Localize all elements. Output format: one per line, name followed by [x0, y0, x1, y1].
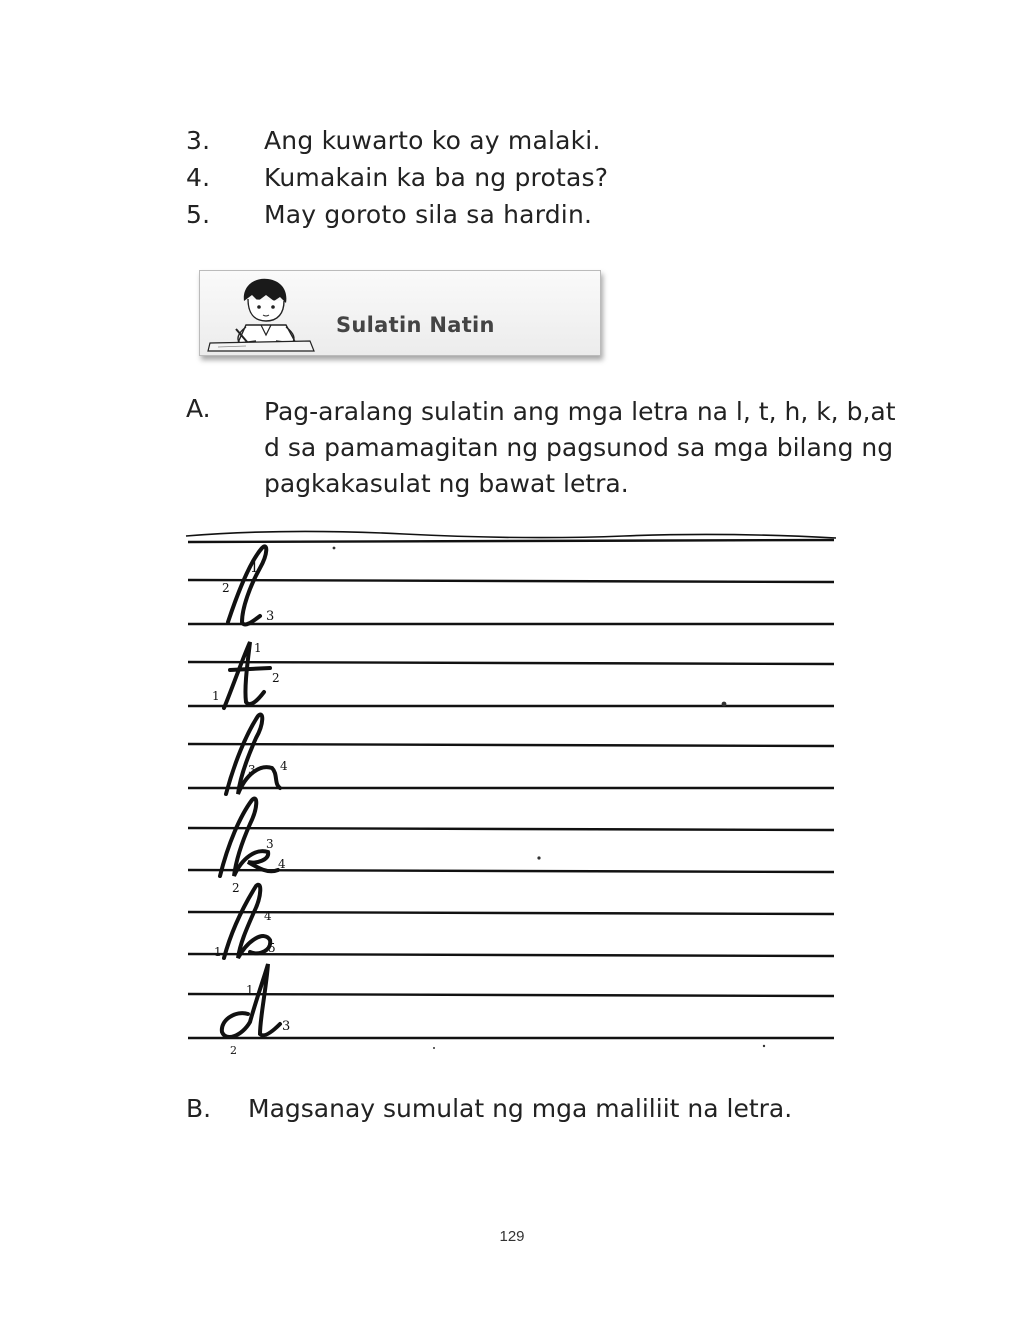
svg-text:2: 2 [272, 671, 280, 685]
list-text: May goroto sila sa hardin. [264, 200, 593, 229]
svg-text:1: 1 [254, 641, 262, 655]
svg-text:4: 4 [264, 909, 272, 923]
svg-text:2: 2 [230, 1044, 237, 1057]
svg-text:1: 1 [250, 560, 259, 576]
handwriting-practice-sheet [184, 524, 840, 1064]
list-item [186, 196, 608, 233]
list-text: Ang kuwarto ko ay malaki. [264, 126, 601, 155]
list-number: 4. [186, 163, 211, 192]
svg-text:5: 5 [268, 941, 276, 955]
instruction-a [186, 394, 904, 502]
letter-t-guide [212, 641, 280, 708]
instruction-marker: A. [186, 394, 211, 423]
svg-text:3: 3 [266, 837, 274, 851]
list-text: Kumakain ka ba ng protas? [264, 163, 609, 192]
instruction-text: Pag-aralang sulatin ang mga letra na l, t, h, k, b,at d sa pamamagitan ng pagsunod sa mga bilang ng pagkakasulat ng bawat letra. [264, 397, 896, 498]
svg-text:2: 2 [222, 581, 230, 595]
list-number: 3. [186, 126, 211, 155]
letter-l-guide [222, 546, 274, 624]
svg-text:4: 4 [278, 857, 286, 871]
letter-d-guide [222, 964, 290, 1057]
letter-k-guide [220, 799, 286, 876]
list-number: 5. [186, 200, 211, 229]
page-number: 129 [499, 1228, 525, 1245]
ruled-lines [186, 531, 836, 1038]
svg-text:2: 2 [232, 881, 240, 895]
svg-text:4: 4 [280, 759, 288, 773]
instruction-marker: B. [186, 1094, 212, 1123]
instruction-text: Magsanay sumulat ng mga maliliit na letra. [248, 1094, 793, 1123]
svg-text:1: 1 [214, 945, 222, 959]
letter-b-guide [214, 881, 276, 959]
child-writing-icon [206, 273, 316, 353]
list-item [186, 159, 608, 196]
sentence-list [186, 122, 608, 233]
letter-h-guide [226, 715, 288, 794]
svg-text:3: 3 [248, 763, 256, 777]
banner-title: Sulatin Natin [336, 313, 495, 337]
svg-text:3: 3 [266, 609, 275, 624]
section-banner [199, 270, 601, 356]
instruction-b [186, 1094, 792, 1123]
svg-text:3: 3 [282, 1019, 291, 1034]
list-item [186, 122, 608, 159]
svg-text:1: 1 [246, 983, 254, 997]
svg-text:1: 1 [212, 689, 220, 703]
